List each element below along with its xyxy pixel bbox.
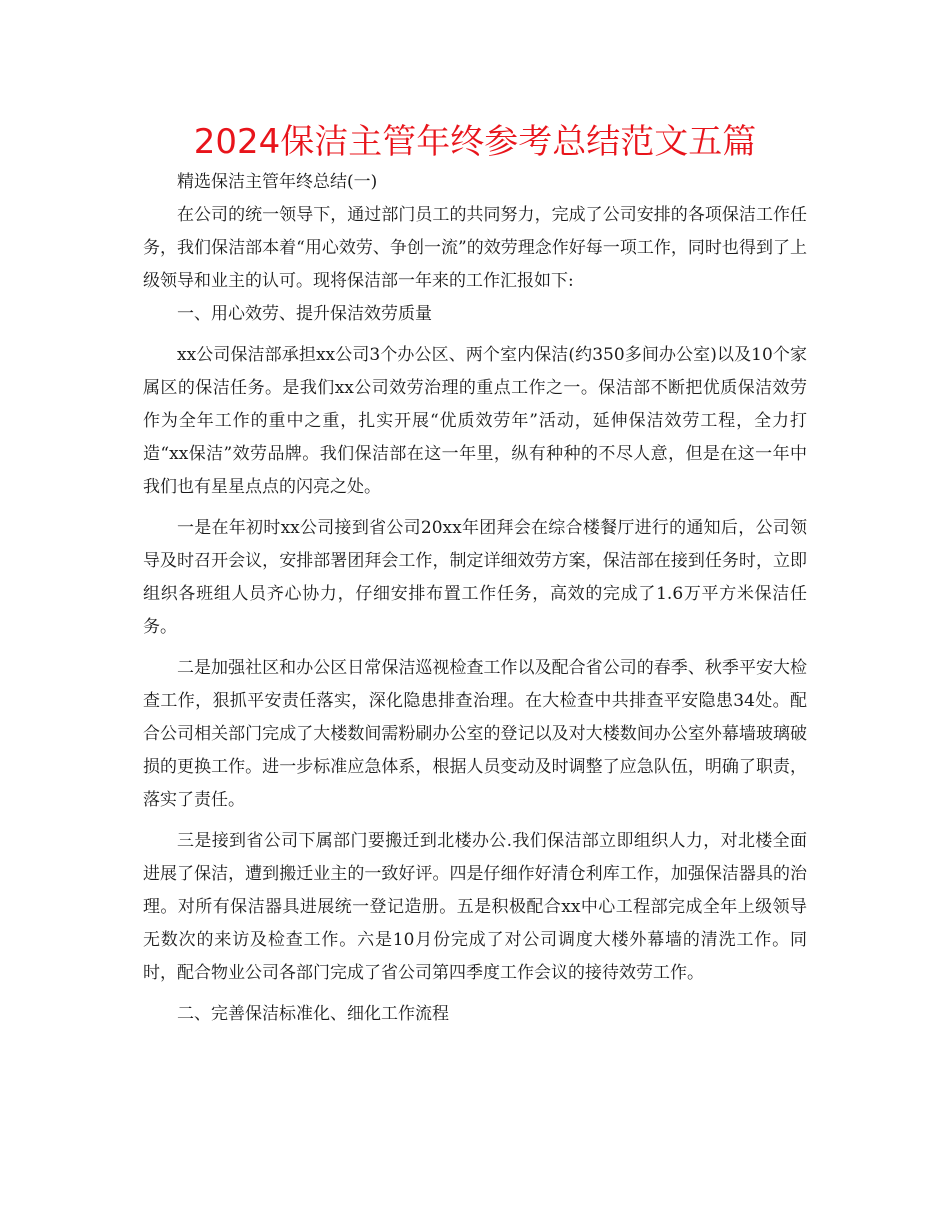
document-title: 2024保洁主管年终参考总结范文五篇	[193, 122, 757, 162]
document-body	[143, 166, 807, 1031]
paragraph-item-1: 一是在年初时xx公司接到省公司20xx年团拜会在综合楼餐厅进行的通知后，公司领导及时召开会议，安排部署团拜会工作，制定详细效劳方案，保洁部在接到任务时，立即组织各班组人员齐心协力，仔细安排布置工作任务，高效的完成了1.6万平方米保洁任务。	[143, 518, 807, 637]
paragraph-section-heading-2: 二、完善保洁标准化、细化工作流程	[177, 1004, 449, 1024]
paragraph-intro: 在公司的统一领导下，通过部门员工的共同努力，完成了公司安排的各项保洁工作任务，我们保洁部本着“用心效劳、争创一流”的效劳理念作好每一项工作，同时也得到了上级领导和业主的认可。现将保洁部一年来的工作汇报如下:	[143, 205, 807, 291]
paragraph-item-3: 三是接到省公司下属部门要搬迁到北楼办公.我们保洁部立即组织人力，对北楼全面进展了保洁，遭到搬迁业主的一致好评。四是仔细作好清仓利库工作，加强保洁器具的治理。对所有保洁器具进展统一登记造册。五是积极配合xx中心工程部完成全年上级领导无数次的来访及检查工作。六是10月份完成了对公司调度大楼外幕墙的清洗工作。同时，配合物业公司各部门完成了省公司第四季度工作会议的接待效劳工作。	[143, 831, 807, 983]
paragraph-item-2: 二是加强社区和办公区日常保洁巡视检查工作以及配合省公司的春季、秋季平安大检查工作，狠抓平安责任落实，深化隐患排查治理。在大检查中共排查平安隐患34处。配合公司相关部门完成了大楼数间需粉刷办公室的登记以及对大楼数间办公室外幕墙玻璃破损的更换工作。进一步标准应急体系，根据人员变动及时调整了应急队伍，明确了职责，落实了责任。	[143, 658, 807, 810]
paragraph-section-heading-1: 一、用心效劳、提升保洁效劳质量	[177, 304, 432, 324]
paragraph-subtitle: 精选保洁主管年终总结(一)	[177, 172, 378, 192]
paragraph-scope: xx公司保洁部承担xx公司3个办公区、两个室内保洁(约350多间办公室)以及10个家属区的保洁任务。是我们xx公司效劳治理的重点工作之一。保洁部不断把优质保洁效劳作为全年工作的重中之重，扎实开展“优质效劳年”活动，延伸保洁效劳工程，全力打造“xx保洁”效劳品牌。我们保洁部在这一年里，纵有种种的不尽人意，但是在这一年中我们也有星星点点的闪亮之处。	[143, 345, 807, 497]
